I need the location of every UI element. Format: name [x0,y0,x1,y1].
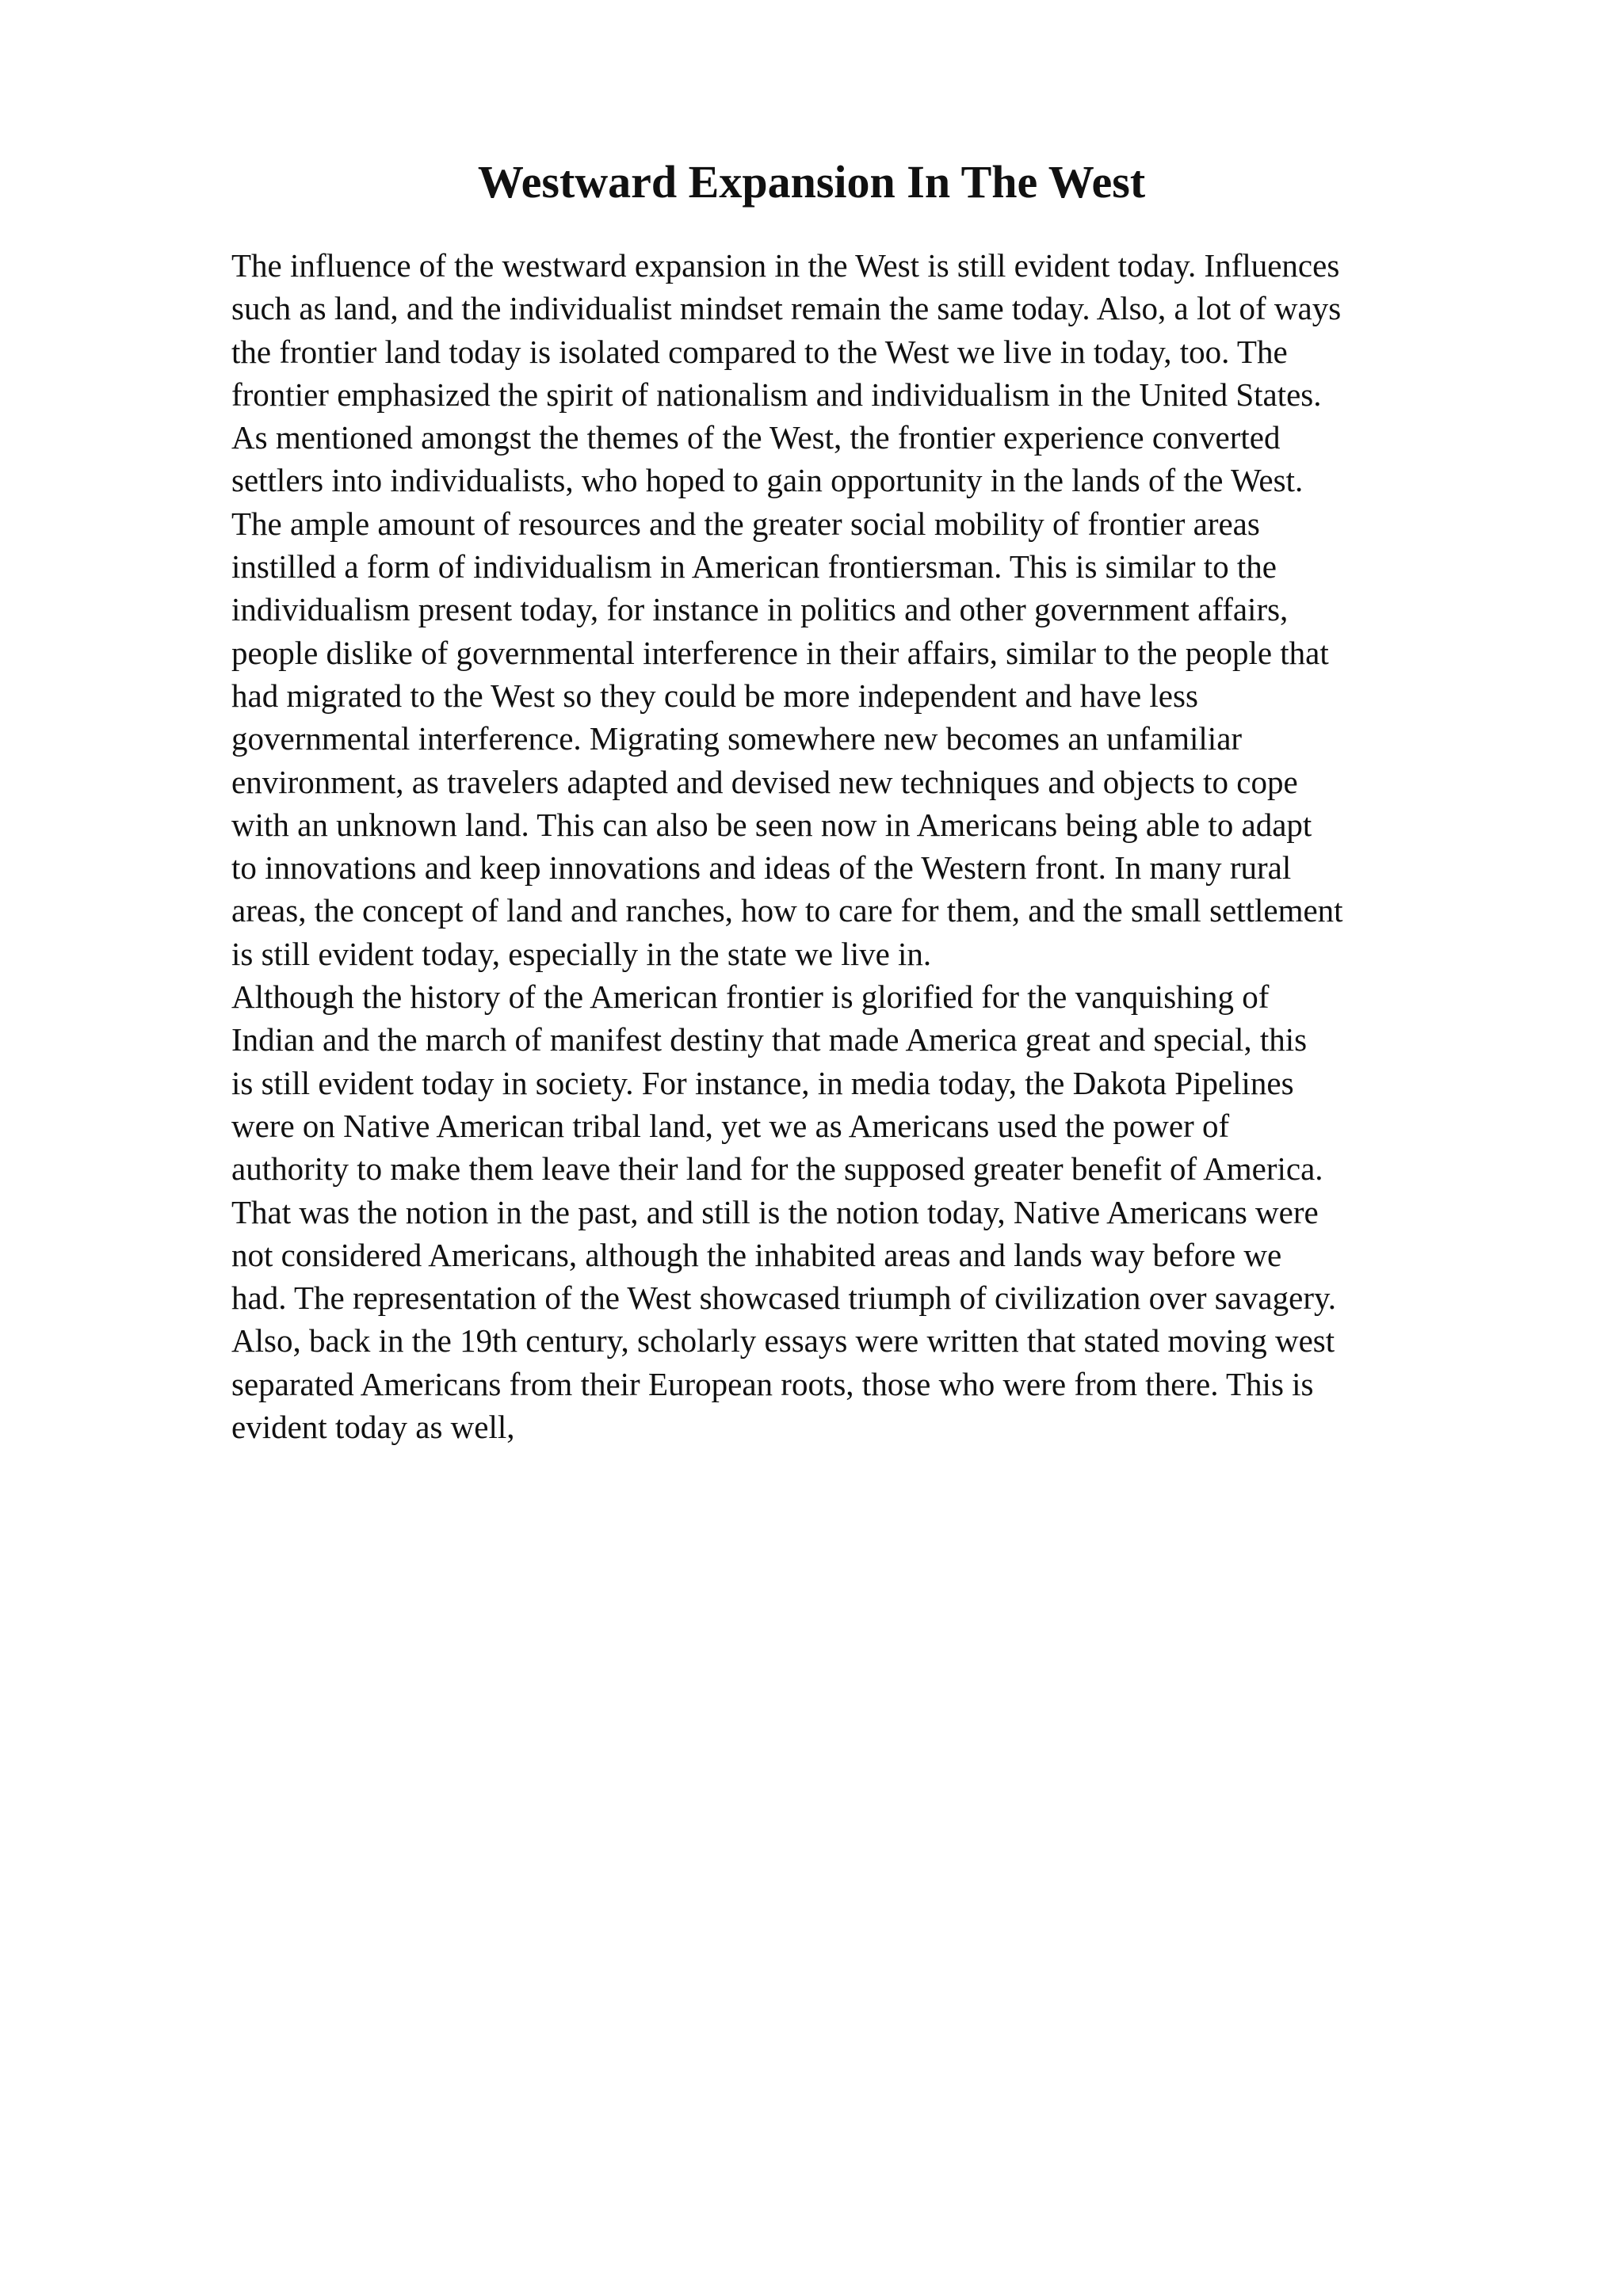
text-line: Although the history of the American frontier is glorified for the vanquishing of [231,978,1270,1016]
text-line: separated Americans from their European roots, those who were from there. This is [231,1365,1314,1402]
text-line: As mentioned amongst the themes of the West, the frontier experience converted [231,419,1281,456]
text-line: is still evident today, especially in the state we live in. [231,935,932,972]
text-line: to innovations and keep innovations and ideas of the Western front. In many rural [231,849,1292,887]
text-line: with an unknown land. This can also be seen now in Americans being able to adapt [231,806,1312,843]
text-line: governmental interference. Migrating somewhere new becomes an unfamiliar [231,720,1243,757]
text-line: That was the notion in the past, and still is the notion today, Native Americans were [231,1193,1319,1230]
text-line: frontier emphasized the spirit of nationalism and individualism in the United States. [231,376,1322,413]
text-line: The influence of the westward expansion in the West is still evident today. Influences [231,247,1340,284]
text-line: people dislike of governmental interference in their affairs, similar to the people that [231,634,1329,671]
text-line: Indian and the march of manifest destiny that made America great and special, this [231,1021,1308,1058]
text-line: had migrated to the West so they could be more independent and have less [231,677,1198,714]
text-line: The ample amount of resources and the greater social mobility of frontier areas [231,505,1260,542]
text-line: were on Native American tribal land, yet we as Americans used the power of [231,1107,1230,1144]
text-line: had. The representation of the West showcased triumph of civilization over savagery. [231,1280,1337,1317]
text-line: such as land, and the individualist mindset remain the same today. Also, a lot of ways [231,290,1342,327]
text-line: individualism present today, for instance in politics and other government affairs, [231,591,1289,628]
text-line: settlers into individualists, who hoped to gain opportunity in the lands of the West. [231,462,1304,499]
document-title: Westward Expansion In The West [477,156,1146,208]
text-line: evident today as well, [231,1409,515,1446]
text-line: environment, as travelers adapted and devised new techniques and objects to cope [231,763,1298,800]
text-line: Also, back in the 19th century, scholarly essays were written that stated moving west [231,1322,1335,1360]
text-line: is still evident today in society. For instance, in media today, the Dakota Pipelines [231,1064,1294,1101]
text-line: the frontier land today is isolated compared to the West we live in today, too. The [231,333,1288,370]
document-body [231,244,1579,1448]
text-line: areas, the concept of land and ranches, how to care for them, and the small settlement [231,892,1343,929]
text-line: instilled a form of individualism in American frontiersman. This is similar to the [231,548,1277,585]
text-line: authority to make them leave their land for the supposed greater benefit of America. [231,1150,1323,1188]
text-line: not considered Americans, although the inhabited areas and lands way before we [231,1236,1282,1273]
